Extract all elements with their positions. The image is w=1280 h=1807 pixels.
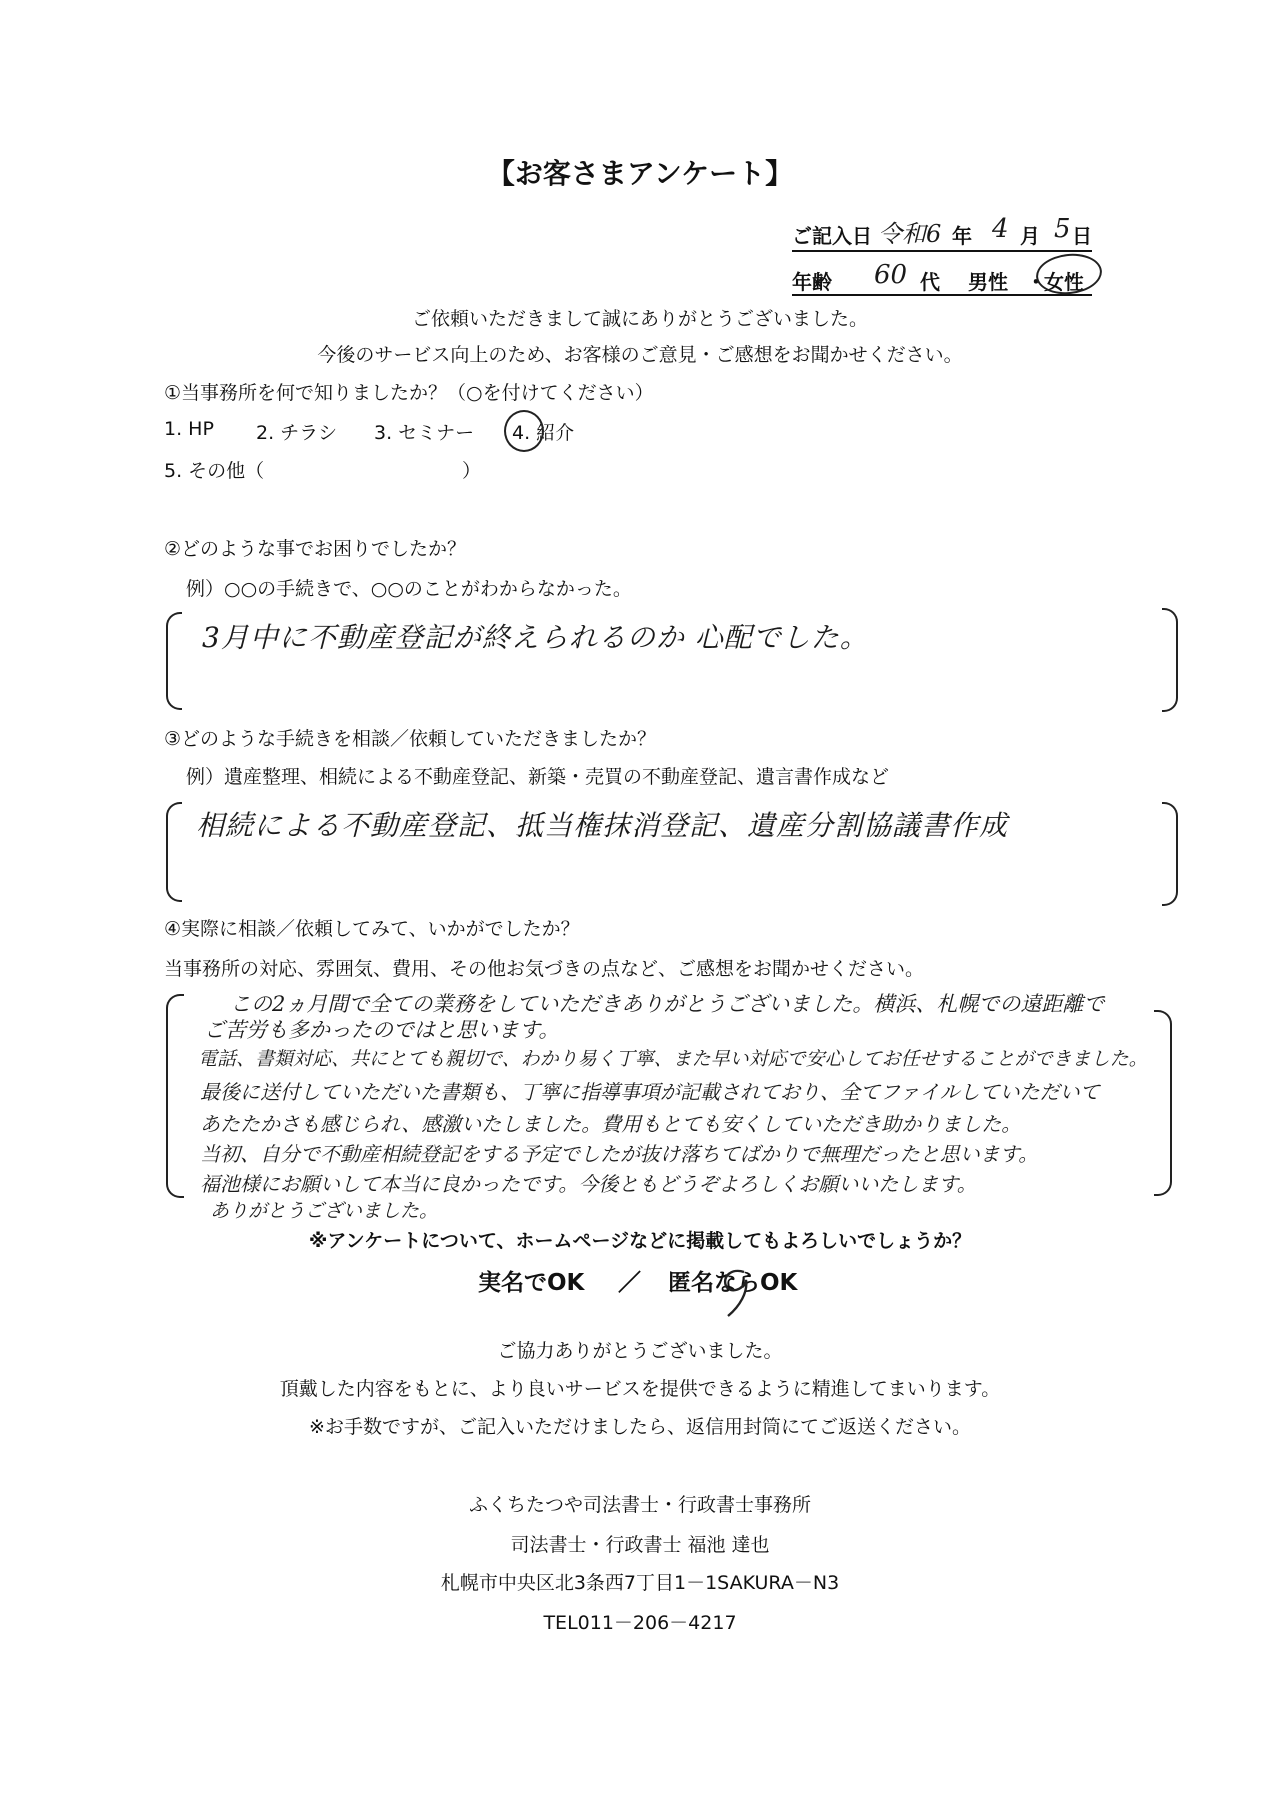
q4-answer-bracket-right bbox=[1154, 1010, 1172, 1196]
selection-check-mark bbox=[714, 1266, 754, 1322]
q4-answer-line-6: 当初、自分で不動産相続登記をする予定でしたが抜け落ちてばかりで無理だったと思います。 bbox=[200, 1142, 1039, 1166]
age-label: 年齢 bbox=[792, 270, 832, 294]
date-row bbox=[792, 214, 1092, 252]
q4-answer-line-5: あたたかさも感じられ、感激いたしました。費用もとても安くしていただき助かりました。 bbox=[200, 1112, 1022, 1136]
day-label: 日 bbox=[1072, 224, 1092, 248]
q1-option-4: 4. 紹介 bbox=[512, 422, 575, 444]
publish-question: ※アンケートについて、ホームページなどに掲載してもよろしいでしょうか？ bbox=[308, 1230, 972, 1252]
q4-answer-line-7: 福池様にお願いして本当に良かったです。今後ともどうぞよろしくお願いいたします。 bbox=[200, 1172, 977, 1196]
publish-option-anonymous: 匿名ならOK bbox=[668, 1270, 798, 1296]
month-label: 月 bbox=[1020, 224, 1040, 248]
date-label: ご記入日 bbox=[792, 224, 872, 248]
age-value: 60 bbox=[874, 260, 908, 290]
q1-option-other-close: ） bbox=[462, 460, 482, 482]
q1-option-3: 3. セミナー bbox=[374, 422, 475, 444]
q2-answer-bracket-right bbox=[1162, 608, 1178, 712]
q3-answer: 相続による不動産登記、抵当権抹消登記、遺産分割協議書作成 bbox=[196, 809, 1009, 842]
q3-question: ③どのような手続きを相談／依頼していただきましたか？ bbox=[164, 728, 657, 750]
year-label: 年 bbox=[952, 224, 972, 248]
q3-example: 例）遺産整理、相続による不動産登記、新築・売買の不動産登記、遺言書作成など bbox=[186, 766, 890, 788]
q2-answer: 3月中に不動産登記が終えられるのか 心配でした。 bbox=[202, 621, 869, 654]
closing-line-3: ※お手数ですが、ご記入いただけましたら、返信用封筒にてご返送ください。 bbox=[309, 1416, 971, 1438]
intro-line-2: 今後のサービス向上のため、お客様のご意見・ご感想をお聞かせください。 bbox=[317, 344, 963, 366]
office-tel: TEL011－206－4217 bbox=[543, 1612, 737, 1634]
office-person: 司法書士・行政書士 福池 達也 bbox=[510, 1534, 770, 1556]
female-option: 女性 bbox=[1044, 270, 1084, 294]
q4-question: ④実際に相談／依頼してみて、いかがでしたか？ bbox=[164, 918, 580, 940]
month-value: 4 bbox=[992, 214, 1009, 244]
selected-option-circle-mark bbox=[504, 410, 544, 452]
q4-answer-line-4: 最後に送付していただいた書類も、丁寧に指導事項が記載されており、全てファイルしていただいて bbox=[200, 1080, 1100, 1104]
q2-answer-bracket-left bbox=[166, 612, 182, 710]
q1-option-1: 1. HP bbox=[164, 418, 214, 440]
age-unit: 代 bbox=[920, 270, 940, 294]
q1-question: ①当事務所を何で知りましたか？（○を付けてください） bbox=[164, 382, 654, 404]
closing-line-1: ご協力ありがとうございました。 bbox=[497, 1340, 783, 1362]
q4-answer-bracket-left bbox=[166, 994, 184, 1198]
q1-option-other: 5. その他（ bbox=[164, 460, 265, 482]
q3-answer-bracket-left bbox=[166, 802, 182, 902]
q4-sub: 当事務所の対応、雰囲気、費用、その他お気づきの点など、ご感想をお聞かせください。 bbox=[164, 958, 925, 980]
day-value: 5 bbox=[1054, 214, 1071, 244]
separator-dot: ・ bbox=[1026, 270, 1046, 294]
publish-option-real-name: 実名でOK bbox=[478, 1270, 585, 1296]
page-title: 【お客さまアンケート】 bbox=[486, 157, 794, 190]
publish-slash: ／ bbox=[618, 1270, 641, 1296]
date-era: 令和6 bbox=[878, 220, 942, 248]
male-option: 男性 bbox=[968, 270, 1008, 294]
closing-line-2: 頂戴した内容をもとに、より良いサービスを提供できるように精進してまいります。 bbox=[279, 1378, 1001, 1400]
q2-example: 例）○○の手続きで、○○のことがわからなかった。 bbox=[186, 578, 632, 600]
intro-line-1: ご依頼いただきまして誠にありがとうございました。 bbox=[411, 308, 868, 330]
q4-answer-line-8: ありがとうございました。 bbox=[210, 1200, 439, 1222]
q2-question: ②どのような事でお困りでしたか？ bbox=[164, 538, 467, 560]
office-name: ふくちたつや司法書士・行政書士事務所 bbox=[468, 1494, 811, 1516]
q4-answer-line-3: 電話、書類対応、共にとても親切で、わかり易く丁寧、また早い対応で安心してお任せすることができました。 bbox=[198, 1048, 1148, 1070]
q4-answer-line-2: ご苦労も多かったのではと思います。 bbox=[204, 1018, 560, 1042]
q3-answer-bracket-right bbox=[1162, 802, 1178, 906]
q1-option-2: 2. チラシ bbox=[256, 422, 338, 444]
q4-answer-line-1: この2ヵ月間で全ての業務をしていただきありがとうございました。横浜、札幌での遠距離で bbox=[230, 992, 1105, 1016]
office-address: 札幌市中央区北3条西7丁目1－1SAKURA－N3 bbox=[440, 1572, 840, 1594]
